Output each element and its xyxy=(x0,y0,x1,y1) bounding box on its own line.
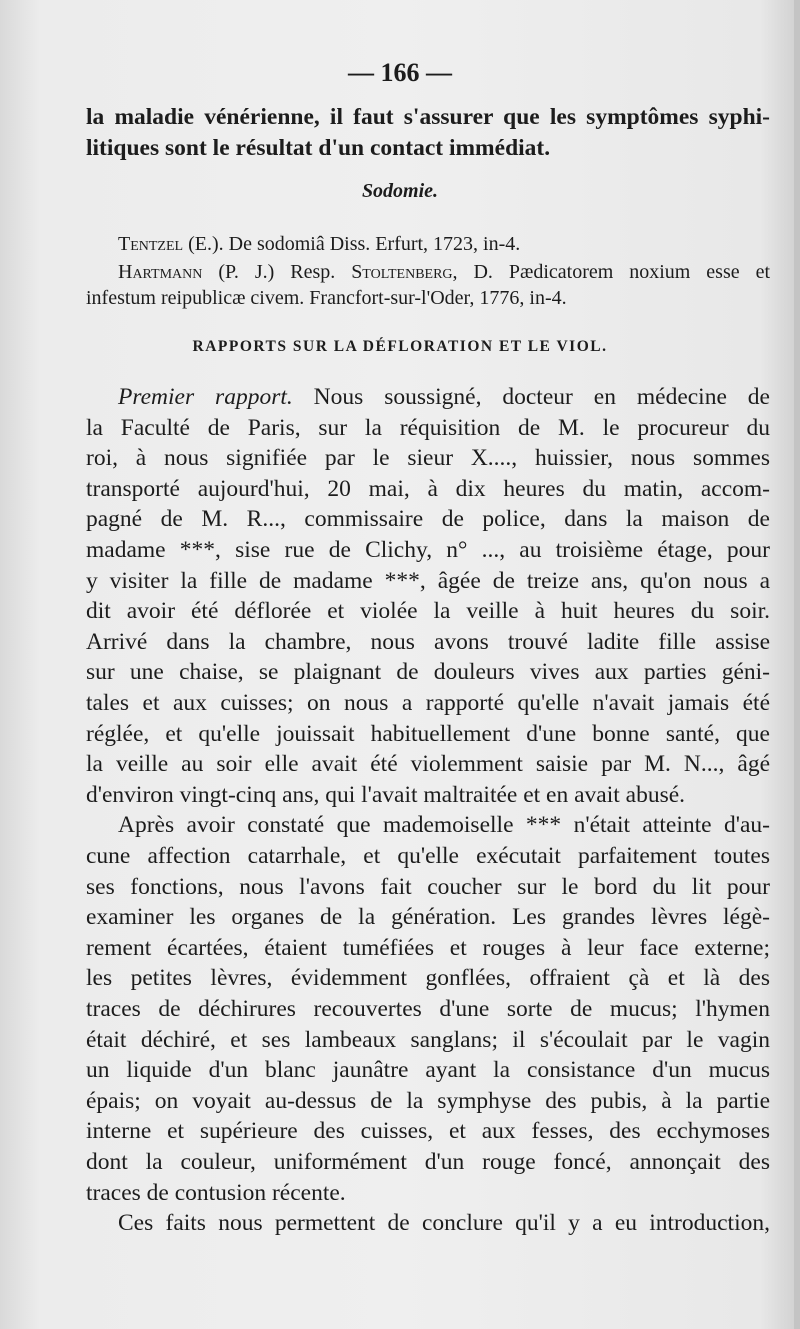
reference-2-text: , D. Pædicatorem noxium esse et xyxy=(452,261,771,283)
paragraph-3-line: Ces faits nous permettent de conclure qu'il y a eu introduction, xyxy=(118,1210,770,1236)
paragraph-1-line: roi, à nous signifiée par le sieur X...., huissier, nous sommes xyxy=(86,445,770,471)
reference-2-author2: Stoltenberg xyxy=(351,261,453,283)
paragraph-1-line: la veille au soir elle avait été violemment saisie par M. N..., âgé xyxy=(86,751,770,777)
paragraph-1-line: y visiter la fille de madame ***, âgée de treize ans, qu'on nous a xyxy=(86,568,770,594)
paragraph-1-line: transporté aujourd'hui, 20 mai, à dix heures du matin, accom- xyxy=(86,476,770,502)
paragraph-1-line: d'environ vingt-cinq ans, qui l'avait maltraitée et en avait abusé. xyxy=(86,782,686,808)
chapter-heading: RAPPORTS SUR LA DÉFLORATION ET LE VIOL. xyxy=(192,338,608,355)
paragraph-2-line: cune affection catarrhale, et qu'elle exécutait parfaitement toutes xyxy=(86,843,770,869)
paragraph-2-line: interne et supérieure des cuisses, et aux fesses, des ecchymoses xyxy=(86,1118,770,1144)
paragraph-2-line: les petites lèvres, évidemment gonflées, offraient çà et là des xyxy=(86,965,770,991)
paragraph-2-line: dont la couleur, uniformément d'un rouge foncé, annonçait des xyxy=(86,1149,770,1175)
reference-1-author: Tentzel xyxy=(118,233,184,255)
paragraph-2-line: examiner les organes de la génération. Les grandes lèvres légè- xyxy=(86,904,770,930)
report-lead: Premier rapport. xyxy=(118,384,293,410)
paragraph-1-line: dit avoir été déflorée et violée la veille à huit heures du soir. xyxy=(86,598,770,624)
paragraph-2-line: ses fonctions, nous l'avons fait coucher sur le bord du lit pour xyxy=(86,874,770,900)
reference-2-author: Hartmann xyxy=(118,261,203,283)
reference-1-text: (E.). De sodomiâ Diss. Erfurt, 1723, in-4. xyxy=(183,233,521,255)
paragraph-2-line: épais; on voyait au-dessus de la symphyse des pubis, à la partie xyxy=(86,1088,770,1114)
paragraph-2-line: était déchiré, et ses lambeaux sanglans; il s'écoulait par le vagin xyxy=(86,1027,770,1053)
reference-2 xyxy=(118,259,770,285)
paragraph-2-line: traces de contusion récente. xyxy=(86,1180,346,1206)
reference-2-mid: (P. J.) Resp. xyxy=(202,261,352,283)
report-lead-text: Nous soussigné, docteur en médecine de xyxy=(292,384,770,410)
paragraph-1-line: madame ***, sise rue de Clichy, n° ..., au troisième étage, pour xyxy=(86,537,770,563)
paragraph-1-line: réglée, et qu'elle jouissait habituellement d'une bonne santé, que xyxy=(86,721,770,747)
paragraph-1-line: tales et aux cuisses; on nous a rapporté qu'elle n'avait jamais été xyxy=(86,690,770,716)
reference-2-continued: infestum reipublicæ civem. Francfort-sur-l'Oder, 1776, in-4. xyxy=(86,287,567,309)
section-title: Sodomie. xyxy=(361,180,439,202)
paragraph-2-line: traces de déchirures recouvertes d'une sorte de mucus; l'hymen xyxy=(86,996,770,1022)
paragraph-1-line: la Faculté de Paris, sur la réquisition de M. le procureur du xyxy=(86,415,770,441)
paragraph-1-line: Arrivé dans la chambre, nous avons trouvé ladite fille assise xyxy=(86,629,770,655)
paragraph-2-line: un liquide d'un blanc jaunâtre ayant la consistance d'un mucus xyxy=(86,1057,770,1083)
reference-1 xyxy=(118,231,770,257)
paragraph-1-line xyxy=(118,382,770,412)
intro-line-1: la maladie vénérienne, il faut s'assurer que les symptômes syphi- xyxy=(86,104,770,130)
paragraph-2-line: Après avoir constaté que mademoiselle *** n'était atteinte d'au- xyxy=(118,812,770,838)
paragraph-2-line: rement écartées, étaient tuméfiées et rouges à leur face externe; xyxy=(86,935,770,961)
intro-line-2: litiques sont le résultat d'un contact immédiat. xyxy=(86,135,551,161)
page-number: — 166 — xyxy=(348,58,452,87)
paragraph-1-line: pagné de M. R..., commissaire de police, dans la maison de xyxy=(86,506,770,532)
paragraph-1-line: sur une chaise, se plaignant de douleurs vives aux parties géni- xyxy=(86,659,770,685)
